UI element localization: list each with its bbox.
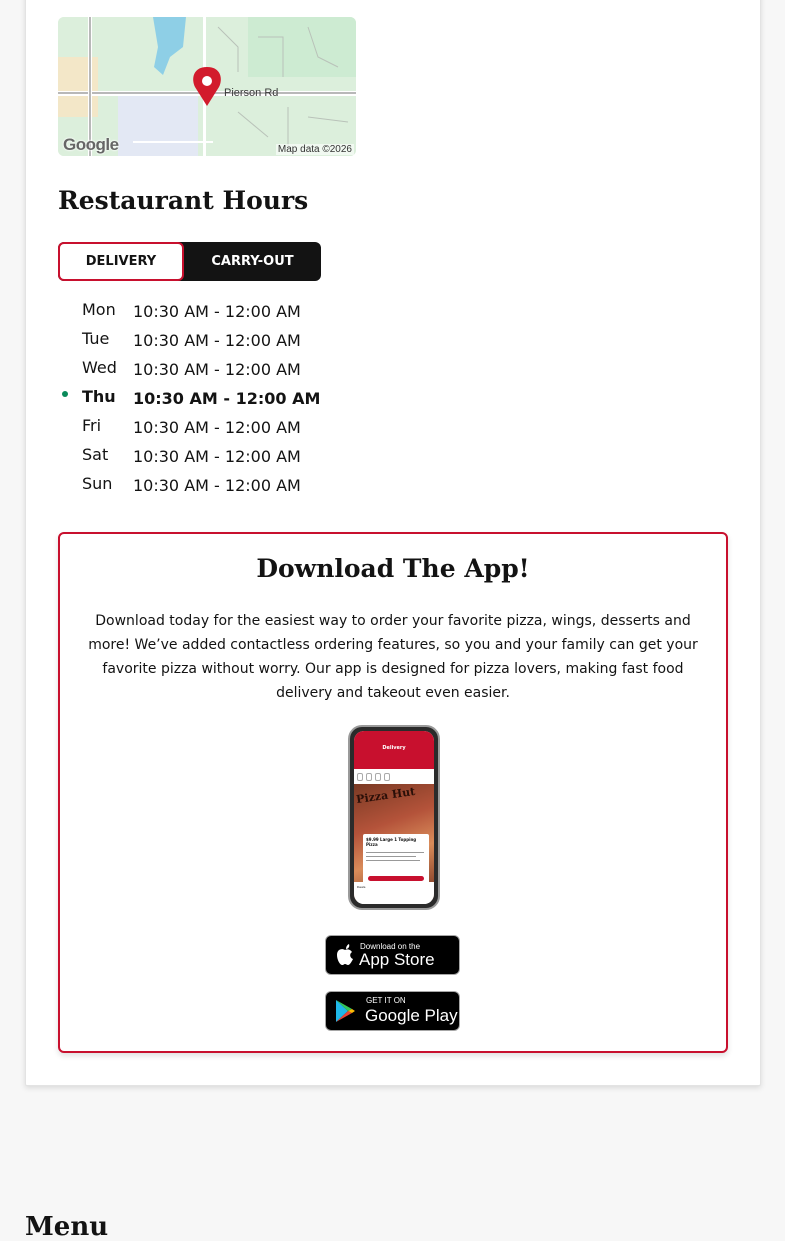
hours-day: Fri: [82, 416, 102, 435]
hours-day: Sun: [82, 474, 113, 493]
phone-screen-header-text: Delivery: [382, 745, 406, 751]
pizza-hut-logo: Pizza Hut: [355, 784, 416, 807]
hours-list: [58, 296, 358, 499]
hours-day: Mon: [82, 300, 116, 319]
today-indicator-dot: [62, 391, 68, 397]
menu-heading: Menu: [25, 1212, 109, 1241]
hours-day: Tue: [82, 329, 110, 348]
tab-delivery[interactable]: DELIVERY: [58, 242, 184, 281]
download-app-promo: [58, 532, 728, 1053]
app-store-badge[interactable]: [325, 935, 460, 975]
hours-day: Sat: [82, 445, 109, 464]
hours-type-toggle: [58, 242, 321, 281]
hours-time: 10:30 AM - 12:00 AM: [133, 331, 301, 350]
hours-row-mon: [58, 296, 358, 325]
hours-row-thu: [58, 383, 358, 412]
google-logo: Google: [63, 135, 119, 154]
map-credit[interactable]: Map data ©2026: [277, 144, 352, 155]
phone-screen-footer: Deals: [354, 882, 434, 904]
google-play-badge[interactable]: [325, 991, 460, 1031]
google-play-icon: [334, 998, 356, 1024]
app-store-badge-small-text: Download on the: [360, 942, 421, 951]
app-store-badge-big-text: App Store: [359, 950, 435, 969]
tab-carry-out[interactable]: CARRY-OUT: [211, 254, 294, 269]
hours-time: 10:30 AM - 12:00 AM: [133, 360, 301, 379]
hours-time: 10:30 AM - 12:00 AM: [133, 447, 301, 466]
google-play-badge-small-text: GET IT ON: [366, 996, 406, 1005]
restaurant-hours-title: Restaurant Hours: [58, 186, 309, 215]
location-map[interactable]: [58, 17, 356, 156]
download-app-title: Download The App!: [256, 554, 530, 583]
map-road-label: Pierson Rd: [224, 87, 279, 99]
phone-screen-deal-title: $9.99 Large 1 Topping Pizza: [366, 837, 417, 847]
download-app-description: Download today for the easiest way to order your favorite pizza, wings, desserts and more! We’ve added contactless ordering features, so you and your family can get your favorite pizza without worry. Our app is designed for pizza lovers, making fast food delivery and takeout even easier.: [88, 613, 698, 701]
google-play-badge-big-text: Google Play: [365, 1006, 458, 1025]
hours-time: 10:30 AM - 12:00 AM: [133, 389, 321, 408]
hours-row-wed: [58, 354, 358, 383]
apple-icon: [334, 942, 356, 968]
hours-row-sat: [58, 441, 358, 470]
hours-row-fri: [58, 412, 358, 441]
phone-screen: [354, 731, 434, 904]
hours-row-tue: [58, 325, 358, 354]
phone-screen-header: [354, 731, 434, 769]
hours-row-sun: [58, 470, 358, 499]
hours-time: 10:30 AM - 12:00 AM: [133, 302, 301, 321]
phone-screen-tabs: [357, 773, 433, 781]
phone-screen-deal-card: [363, 834, 429, 886]
hours-time: 10:30 AM - 12:00 AM: [133, 418, 301, 437]
hours-time: 10:30 AM - 12:00 AM: [133, 476, 301, 495]
hours-day: Thu: [82, 387, 116, 406]
phone-app-image: [348, 725, 440, 910]
hours-day: Wed: [82, 358, 117, 377]
phone-screen-deal-button: [368, 876, 424, 881]
